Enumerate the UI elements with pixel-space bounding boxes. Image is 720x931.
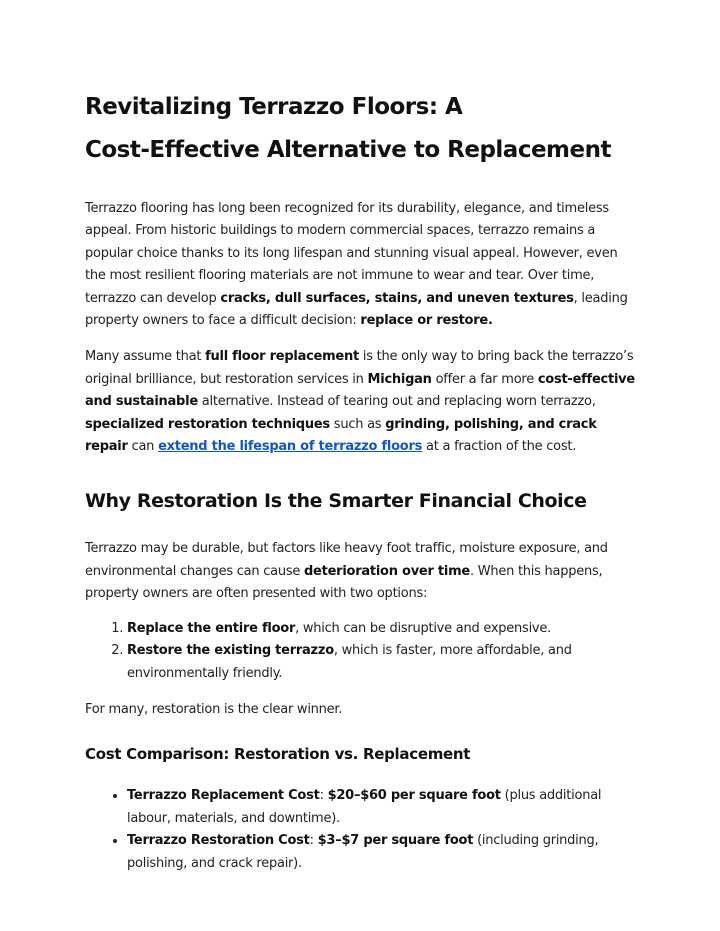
section1-closing: For many, restoration is the clear winner. — [85, 701, 343, 717]
cost-2-note: (including grinding, polishing, and crack repair). — [127, 833, 599, 871]
cost-1-sep: : — [319, 788, 328, 804]
intro-paragraph-1 — [85, 198, 637, 332]
cost-2-label: Terrazzo Restoration Cost — [127, 833, 310, 849]
page-title — [85, 86, 637, 172]
document-page — [85, 86, 637, 875]
intro-p2-text-4: alternative. Instead of tearing out and replacing worn terrazzo, — [197, 394, 596, 410]
intro-p2-bold-1: full floor replacement — [205, 349, 359, 365]
intro-p2-text-3: offer a far more — [431, 371, 538, 387]
intro-p1-text-2: , leading property owners to face a difficult decision: — [85, 290, 628, 329]
cost-1-price: $20–$60 per square foot — [327, 788, 501, 804]
options-list — [85, 618, 637, 685]
cost-list — [85, 785, 637, 875]
intro-p1-bold-1: cracks, dull surfaces, stains, and uneven textures — [220, 290, 574, 306]
section1-text-2: . When this happens, property owners are often presented with two options: — [85, 563, 603, 602]
cost-1-note: (plus additional labour, materials, and downtime). — [127, 788, 602, 826]
option-1-bold: Replace the entire floor — [127, 620, 296, 636]
option-1-text: , which can be disruptive and expensive. — [295, 620, 551, 636]
section1-text-1: Terrazzo may be durable, but factors like heavy foot traffic, moisture exposure, and environmental changes can cause — [85, 541, 608, 579]
intro-p2-bold-4: specialized restoration techniques — [85, 416, 330, 432]
section1-paragraph — [85, 538, 637, 605]
section-heading-cost-comparison: Cost Comparison: Restoration vs. Replacement — [85, 745, 471, 764]
intro-p1-bold-2: replace or restore. — [360, 313, 493, 329]
intro-p2-text-7: at a fraction of the cost. — [422, 439, 577, 455]
cost-2-sep: : — [309, 833, 318, 849]
section1-bold-1: deterioration over time — [304, 563, 470, 579]
cost-1-label: Terrazzo Replacement Cost — [127, 788, 320, 804]
intro-p1-text-1: Terrazzo flooring has long been recognized for its durability, elegance, and timeless appeal. From historic buildings to modern commercial spaces, terrazzo remains a popular choice thanks to its long lifespan and stunning visual appeal. However, even the most resilient flooring materials are not immune to wear and tear. Over time, terrazzo can develop — [85, 201, 618, 306]
intro-p2-text-1: Many assume that — [85, 349, 206, 365]
intro-p2-bold-2: Michigan — [367, 371, 432, 387]
option-2-text: , which is faster, more affordable, and environmentally friendly. — [127, 643, 572, 681]
terrazzo-lifespan-link[interactable]: extend the lifespan of terrazzo floors — [158, 439, 423, 455]
title-line-1: Revitalizing Terrazzo Floors: A — [85, 94, 463, 120]
list-item — [127, 640, 637, 685]
intro-p2-bold-5: grinding, polishing, and crack repair — [85, 416, 597, 455]
intro-p2-text-6: can — [127, 439, 159, 455]
intro-p2-text-2: is the only way to bring back the terrazzo’s original brilliance, but restoration services in — [85, 349, 634, 387]
cost-2-price: $3–$7 per square foot — [317, 833, 474, 849]
list-item — [127, 618, 637, 640]
list-item — [127, 830, 637, 875]
option-2-bold: Restore the existing terrazzo — [127, 643, 334, 659]
intro-p2-bold-3: cost-effective and sustainable — [85, 371, 635, 410]
list-item — [127, 785, 637, 830]
title-line-2: Cost-Effective Alternative to Replacement — [85, 137, 611, 163]
intro-paragraph-2 — [85, 346, 637, 458]
intro-p2-text-5: such as — [329, 416, 386, 432]
section-heading-restoration: Why Restoration Is the Smarter Financial Choice — [85, 490, 587, 513]
